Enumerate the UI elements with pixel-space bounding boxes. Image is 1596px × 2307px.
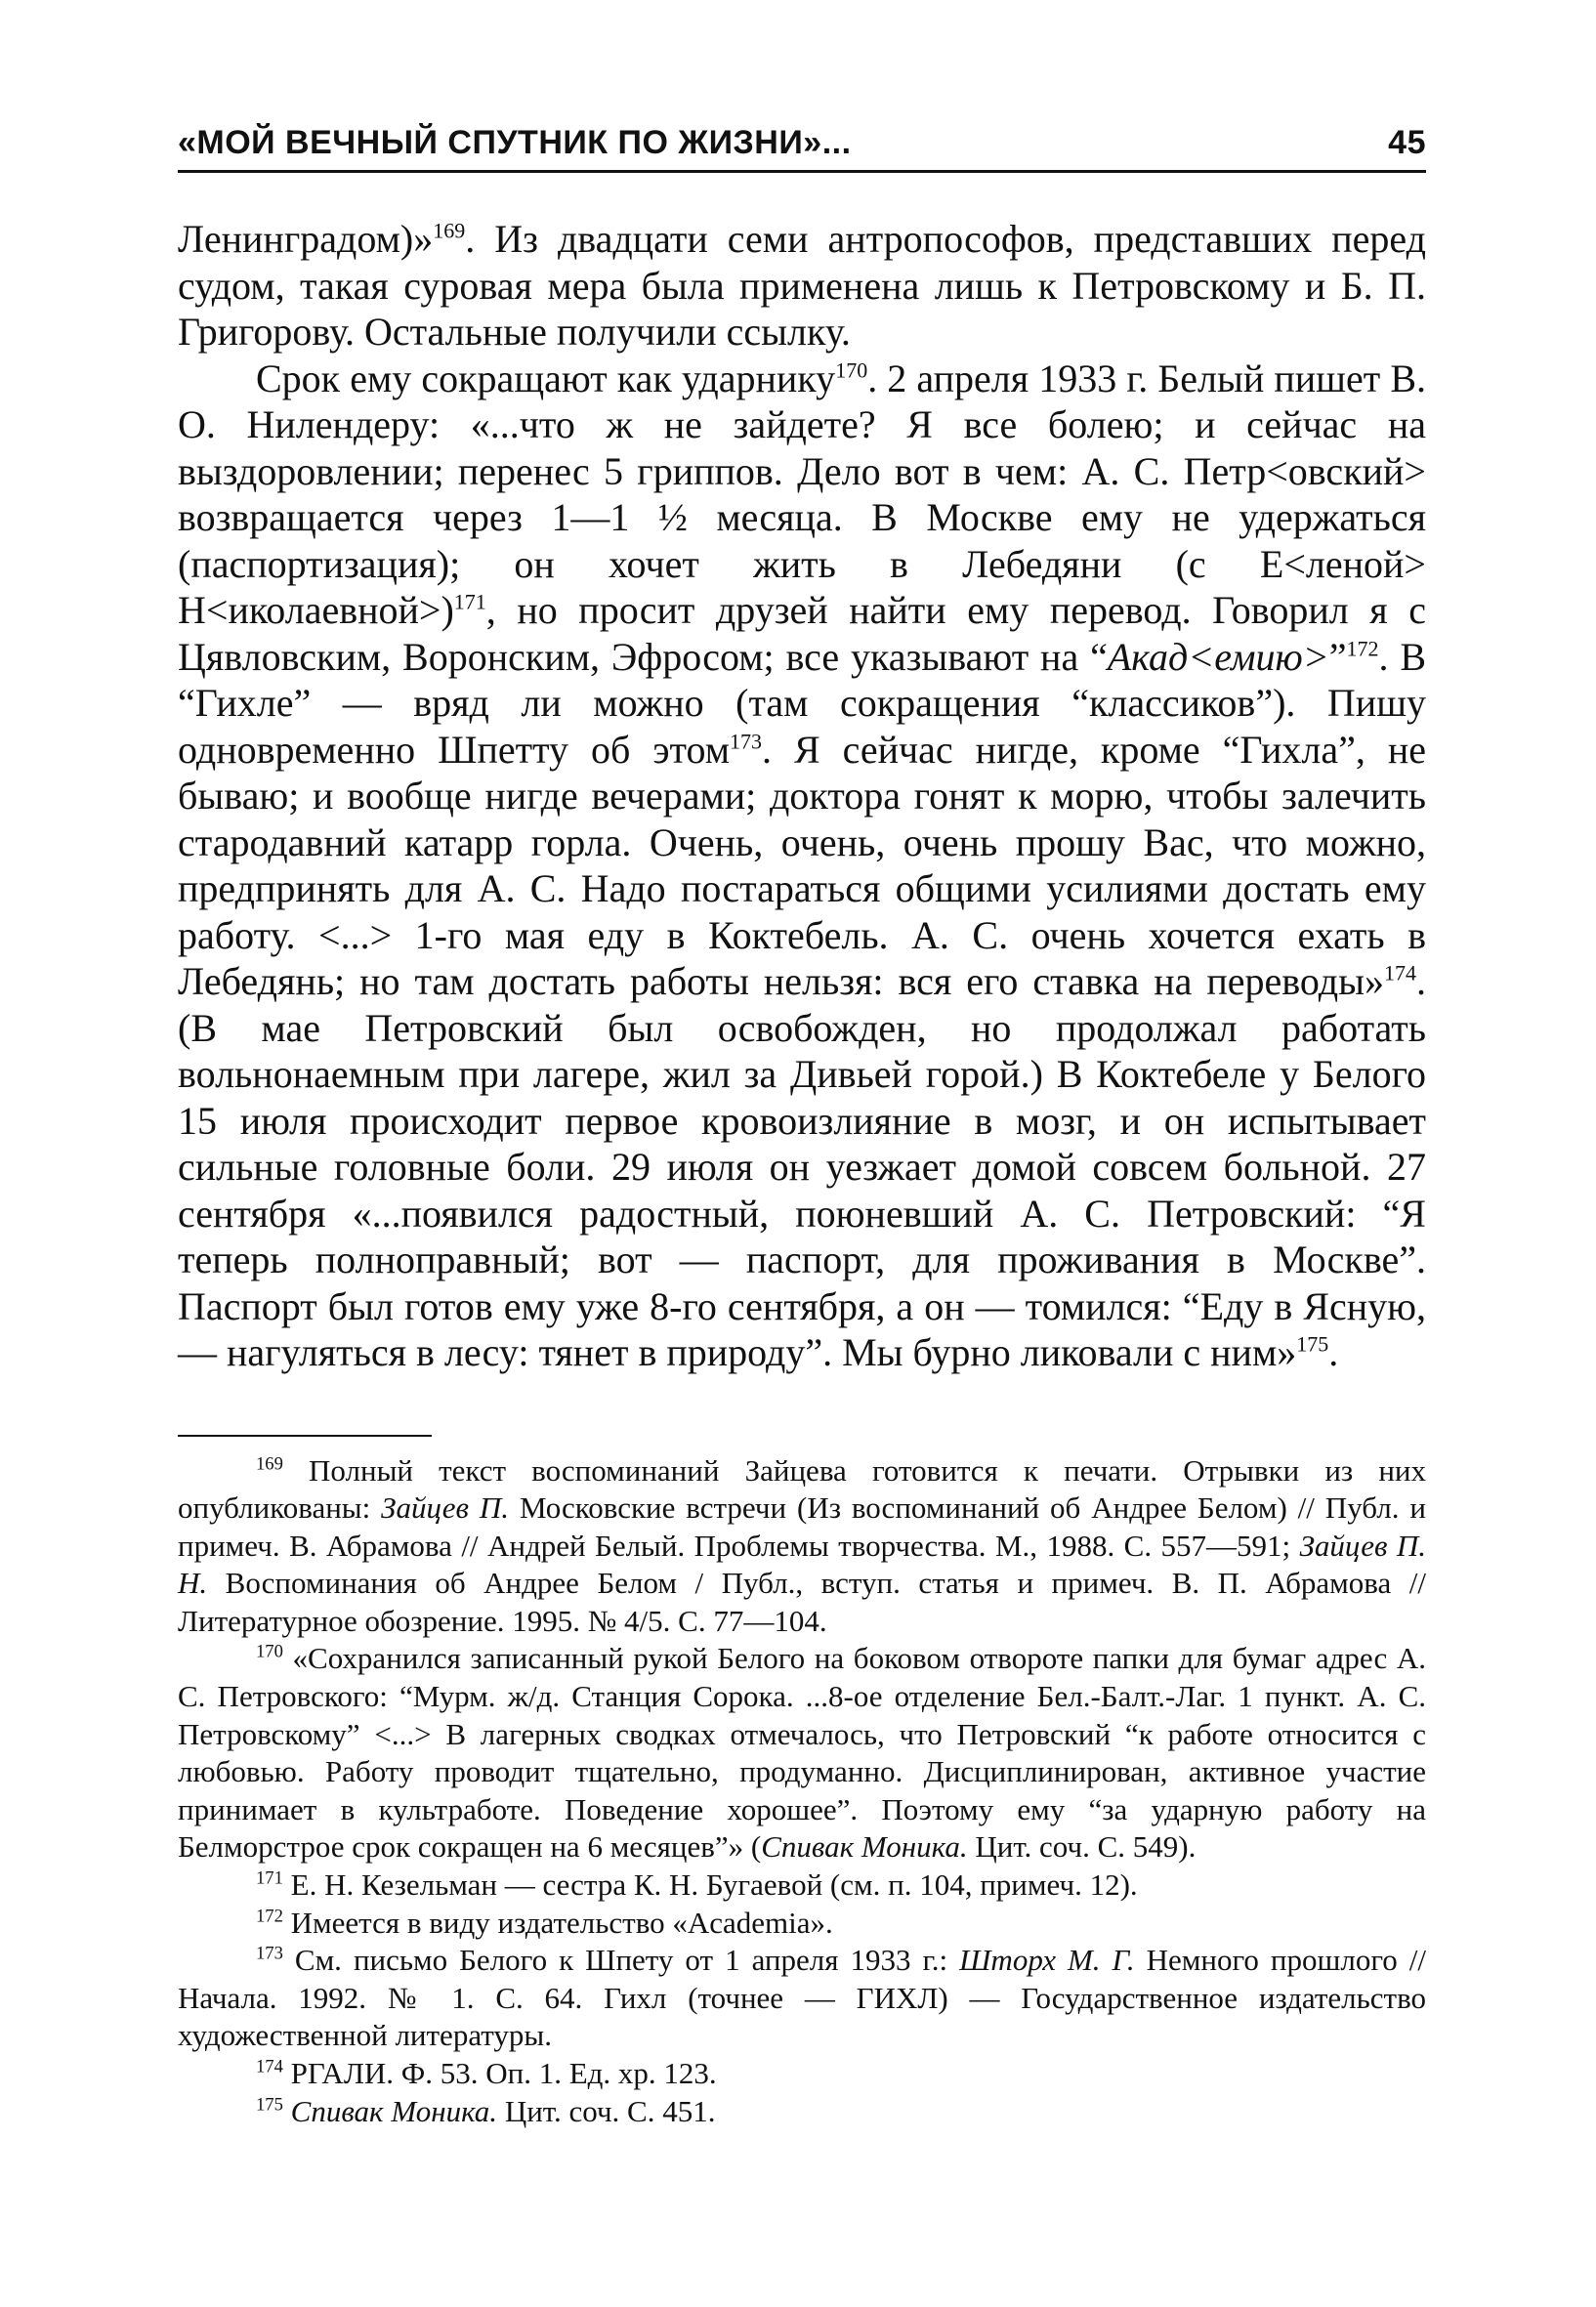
footnote-ref: 172 xyxy=(1346,636,1379,661)
footnote-172: $^{172}$ Имеется в виду издательство «Academia». xyxy=(256,1905,833,1940)
footnote-ref: 170 xyxy=(835,357,868,383)
footnote-ref: 171 xyxy=(453,589,486,614)
footnote-174: $^{174}$ РГАЛИ. Ф. 53. Оп. 1. Ед. хр. 123. xyxy=(256,2056,717,2090)
paragraph: Ленинградом)»$^{169}$. Из двадцати семи антропософов, представших перед судом, такая суровая мера была применена лишь к Петровскому и Б. П. Григорову. Остальные получили ссылку. xyxy=(178,217,1426,354)
paragraph: Срок ему сокращают как ударнику$^{170}$. 2 апреля 1933 г. Белый пишет В. О. Нилендеру: «...что ж не зайдете? Я все болею; и сейчас на выздоровлении; перенес 5 гриппов. Дело вот в чем: А. С. Петр<овский> возвращается через 1—1 ½ месяца. В Москве ему не удержаться (паспортизация); он хочет жить в Лебедяни (с Е<леной> Н<иколаевной>)$^{171}$, но просит друзей найти ему перевод. Говорил я с Цявловским, Воронским, Эфросом; все указывают на “Акад<емию>”$^{172}$. В “Гихле” — вряд ли можно (там сокращения “классиков”). Пишу одновременно Шпетту об этом$^{173}$. Я сейчас нигде, кроме “Гихла”, не бываю; и вообще нигде вечерами; доктора гонят к морю, чтобы залечить стародавний катарр горла. Очень, очень, очень прошу Вас, что можно, предпринять для А. С. Надо постараться общими усилиями достать ему работу. <...> 1-го мая еду в Коктебель. А. С. очень хочется ехать в Лебедянь; но там достать работы нельзя: вся его ставка на переводы»$^{174}$. (В мае Петровский был освобожден, но продолжал работать вольнонаемным при лагере, жил за Дивьей горой.) В Коктебеле у Белого 15 июля происходит первое кровоизлияние в мозг, и он испытывает сильные головные боли. 29 июля он уезжает домой совсем больной. 27 сентября «...появился радостный, поюневший А. С. Петровский: “Я теперь полноправный; вот — паспорт, для проживания в Москве”. Паспорт был готов ему уже 8-го сентября, а он — томился: “Еду в Ясную, — нагуляться в лесу: тянет в природу”. Мы бурно ликовали с ним»$^{175}$. xyxy=(178,356,1427,1374)
footnote-171: $^{171}$ Е. Н. Кезельман — сестра К. Н. Бугаевой (см. п. 104, примеч. 12). xyxy=(256,1867,1138,1903)
footnote-ref: 175 xyxy=(1296,1331,1329,1357)
footnote-ref: 174 xyxy=(1384,960,1416,986)
footnote-170: $^{170}$ «Сохранился записанный рукой Белого на боковом отвороте папки для бумаг адрес А. С. Петровского: “Мурм. ж/д. Станция Сорока. ...8-ое отделение Бел.-Балт.-Лаг. 1 пункт. А. С. Петровскому” <...> В лагерных сводках отмечалось, что Петровский “к работе относится с любовью. Работу проводит тщательно, продуманно. Дисциплинирован, активное участие принимает в культработе. Поведение хорошее”. Поэтому ему “за ударную работу на Белморстрое срок сокращен на 6 месяцев”» (Спивак Моника. Цит. соч. С. 549). xyxy=(178,1641,1426,1865)
header-rule xyxy=(178,170,1426,173)
footnotes xyxy=(178,1452,1426,2131)
footnote-173: $^{173}$ См. письмо Белого к Шпету от 1 апреля 1933 г.: Шторх М. Г. Немного прошлого // Начала. 1992. № 1. С. 64. Гихл (точнее — ГИХЛ) — Государственное издательство художественной литературы. xyxy=(178,1943,1426,2053)
footnote-169: $^{169}$ Полный текст воспоминаний Зайцева готовится к печати. Отрывки из них опубликованы: Зайцев П. Московские встречи (Из воспоминаний об Андрее Белом) // Публ. и примеч. В. Абрамова // Андрей Белый. Проблемы творчества. М., 1988. С. 557—591; Зайцев П. Н. Воспоминания об Андрее Белом / Публ., вступ. статья и примеч. В. П. Абрамова // Литературное обозрение. 1995. № 4/5. С. 77—104. xyxy=(178,1452,1426,1638)
footnote-ref: 169 xyxy=(433,218,466,243)
running-title: «МОЙ ВЕЧНЫЙ СПУТНИК ПО ЖИЗНИ»... xyxy=(178,124,852,161)
footnote-separator xyxy=(178,1435,432,1437)
footnote-175: $^{175}$ Спивак Моника. Цит. соч. С. 451. xyxy=(256,2093,716,2128)
running-header xyxy=(178,115,1426,162)
footnote-ref: 173 xyxy=(730,729,763,754)
page-number: 45 xyxy=(1388,124,1426,161)
book-page xyxy=(178,115,1426,2130)
main-text xyxy=(178,216,1426,1376)
